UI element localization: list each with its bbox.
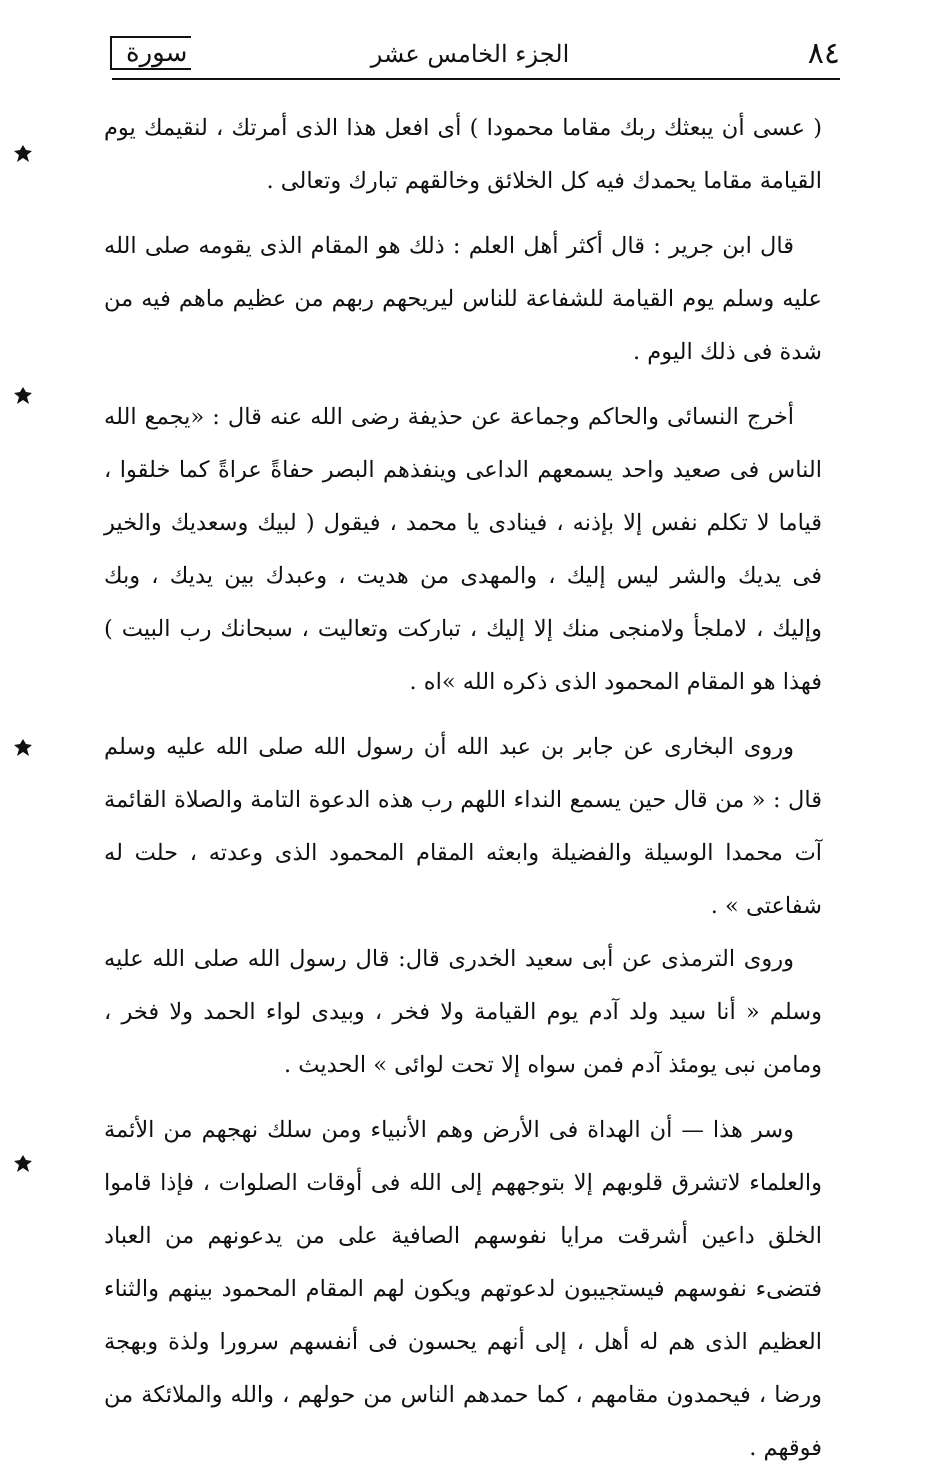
paragraph: أخرج النسائى والحاكم وجماعة عن حذيفة رضى الله عنه قال : «يجمع الله الناس فى صعيد واحد يسمعهم الداعى وينفذهم البصر حفاةً عراةً كما خلقوا ، قياما لا تكلم نفس إلا بإذنه ، فينادى يا محمد ، فيقول ( لبيك وسعديك والخير فى يديك والشر ليس إليك ، والمهدى من هديت ، وعبدك بين يديك ، وبك وإليك ، لاملجأ ولامنجى منك إلا إليك ، تباركت وتعاليت ، سبحانك رب البيت ) فهذا هو المقام المحمود الذى ذكره الله »اه . xyxy=(104,404,822,695)
punch-hole-mark xyxy=(12,737,34,759)
page-header xyxy=(100,30,840,80)
punch-hole-mark xyxy=(12,1153,34,1175)
header-rule xyxy=(112,78,840,80)
paragraph: ( عسى أن يبعثك ربك مقاما محمودا ) أى افعل هذا الذى أمرتك ، لنقيمك يوم القيامة مقاما يحمدك فيه كل الخلائق وخالقهم تبارك وتعالى . xyxy=(104,115,822,194)
paragraph: وسر هذا — أن الهداة فى الأرض وهم الأنبياء ومن سلك نهجهم من الأئمة والعلماء لاتشرق قلوبهم إلا بتوجههم إلى الله فى أوقات الصلوات ، فإذا قاموا الخلق داعين أشرقت مرايا نفوسهم الصافية على من يدعونهم من العباد فتضىء نفوسهم فيستجيبون لدعوتهم ويكون لهم المقام المحمود بينهم والثناء العظيم الذى هم له أهل ، إلى أنهم يحسون فى أنفسهم سرورا ولذة وبهجة ورضا ، فيحمدون مقامهم ، كما حمدهم الناس من حولهم ، والله والملائكة من فوقهم . xyxy=(104,1117,822,1461)
punch-hole-mark xyxy=(12,385,34,407)
paragraph: وروى البخارى عن جابر بن عبد الله أن رسول الله صلى الله عليه وسلم قال : « من قال حين يسمع النداء اللهم رب هذه الدعوة التامة والصلاة القائمة آت محمدا الوسيلة والفضيلة وابعثه المقام المحمود الذى وعدته ، حلت له شفاعتى » . xyxy=(104,734,822,919)
running-title: الجزء الخامس عشر xyxy=(370,40,570,68)
page-number: ٨٤ xyxy=(807,36,840,71)
paragraph: وروى الترمذى عن أبى سعيد الخدرى قال: قال رسول الله صلى الله عليه وسلم « أنا سيد ولد آدم يوم القيامة ولا فخر ، وبيدى لواء الحمد ولا فخر ، ومامن نبى يومئذ آدم فمن سواه إلا تحت لوائى » الحديث . xyxy=(104,946,822,1078)
paragraph: قال ابن جرير : قال أكثر أهل العلم : ذلك هو المقام الذى يقومه صلى الله عليه وسلم يوم القيامة للشفاعة للناس ليريحهم ربهم من عظيم ماهم فيه من شدة فى ذلك اليوم . xyxy=(104,233,822,365)
page-body xyxy=(104,102,822,1475)
sura-label: سورة xyxy=(110,36,191,70)
punch-hole-mark xyxy=(12,143,34,165)
